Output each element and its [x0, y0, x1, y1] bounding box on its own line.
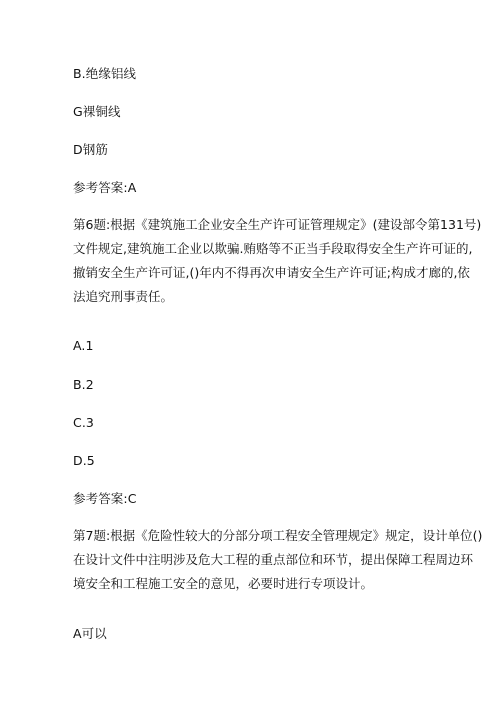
question-6-option-c: C.3	[73, 415, 94, 430]
question-7-line-1: 第7题:根据《危险性较大的分部分项工程安全管理规定》规定，设计单位()	[73, 528, 483, 543]
question-7-line-2: 在设计文件中注明涉及危大工程的重点部位和环节，提出保障工程周边环	[73, 552, 474, 567]
question-6-line-1: 第6题:根据《建筑施工企业安全生产许可证管理规定》(建设部令第131号)	[73, 217, 482, 232]
question-7-option-a: A可以	[73, 626, 107, 641]
question-6-line-2: 文件规定,建筑施工企业以欺骗.贿赂等不正当手段取得安全生产许可证的,	[73, 241, 473, 256]
question-7-stem	[73, 524, 483, 596]
answer-text: 参考答案:A	[73, 180, 137, 195]
question-6-option-a: A.1	[73, 338, 94, 353]
question-6-stem	[73, 213, 482, 309]
option-b-text: B.绝缘铝线	[73, 66, 137, 81]
question-6-line-3: 撤销安全生产许可证,()年内不得再次申请安全生产许可证;构成才廊的,依	[73, 265, 470, 280]
question-7-line-3: 境安全和工程施工安全的意见，必要时进行专项设计。	[73, 576, 374, 591]
option-d-text: D钢筋	[73, 142, 108, 157]
question-6-answer: 参考答案:C	[73, 491, 137, 506]
question-6-option-d: D.5	[73, 453, 95, 468]
question-6-line-4: 法追究刑事责任。	[73, 289, 174, 304]
option-c-text: G裸铜线	[73, 104, 121, 119]
question-6-option-b: B.2	[73, 377, 94, 392]
